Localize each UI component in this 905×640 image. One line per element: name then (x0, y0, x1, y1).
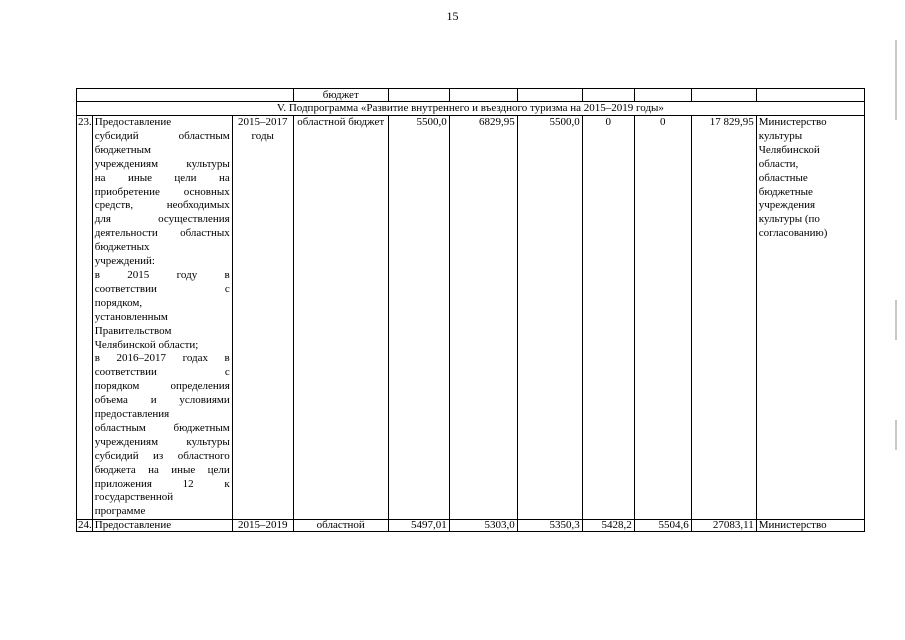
description-line: для осуществления (94, 213, 230, 226)
description-line: учреждениям культуры (94, 157, 230, 170)
continuation-source-cell: бюджет (293, 89, 388, 102)
executor-line: областные (758, 171, 808, 184)
continuation-row (77, 89, 865, 102)
row-period: 2015–2019 (232, 520, 293, 532)
row-source: областной (293, 520, 388, 532)
page-number: 15 (446, 9, 459, 23)
description-line: установленным (94, 310, 168, 323)
continuation-cell (756, 89, 864, 102)
executor-line: согласованию) (758, 227, 828, 240)
description-line: государственной (94, 491, 174, 504)
description-line: в 2016–2017 годах в (94, 352, 230, 365)
description-line: областным бюджетным (94, 421, 230, 434)
executor-line: культуры (по (758, 213, 820, 226)
scan-margin-mark (895, 420, 897, 450)
subprogram-title: V. Подпрограмма «Развитие внутреннего и въездного туризма на 2015–2019 годы» (77, 102, 865, 116)
description-line: деятельности областных (94, 227, 230, 240)
description-line: объема и условиями (94, 394, 230, 407)
description-line: приобретение основных (94, 185, 230, 198)
description-line: соответствии с (94, 366, 230, 379)
row-value-2017: 5500,0 (517, 116, 582, 520)
budget-table (76, 88, 865, 532)
row-value-2018: 0 (582, 116, 634, 520)
row-index: 23. (77, 116, 93, 520)
continuation-cell (691, 89, 756, 102)
row-value-2016: 5303,0 (449, 520, 517, 532)
executor-line: культуры (758, 129, 803, 142)
row-value-2017: 5350,3 (517, 520, 582, 532)
row-value-2018: 5428,2 (582, 520, 634, 532)
description-line: субсидий из областного (94, 449, 230, 462)
table-row-23 (77, 116, 865, 520)
row-total: 27083,11 (691, 520, 756, 532)
continuation-cell (517, 89, 582, 102)
scan-margin-mark (895, 300, 897, 340)
row-value-2019: 5504,6 (634, 520, 691, 532)
description-line: учреждений: (94, 255, 155, 268)
description-line: учреждениям культуры (94, 435, 230, 448)
row-value-2016: 6829,95 (449, 116, 517, 520)
continuation-cell (582, 89, 634, 102)
row-total: 17 829,95 (691, 116, 756, 520)
row-value-2019: 0 (634, 116, 691, 520)
description-line: средств, необходимых (94, 199, 230, 212)
executor-line: бюджетные (758, 185, 813, 198)
description-line: Предоставление (94, 116, 172, 128)
description-line: бюджетных (94, 241, 150, 254)
continuation-blank-cell (77, 89, 294, 102)
row-description (92, 116, 232, 520)
subprogram-row (77, 102, 865, 116)
description-line: порядком определения (94, 380, 230, 393)
description-line: Правительством (94, 324, 172, 337)
executor-line: области, (758, 157, 799, 170)
description-line: порядком, (94, 296, 143, 309)
description-line: в 2015 году в (94, 268, 230, 281)
table-row-24 (77, 520, 865, 532)
row-source: областной бюджет (293, 116, 388, 520)
continuation-cell (388, 89, 449, 102)
description-line: соответствии с (94, 282, 230, 295)
row-index: 24. (78, 519, 92, 532)
description-line: предоставления (94, 408, 170, 421)
executor-line: Министерство (758, 116, 827, 128)
row-period: 2015–2017 годы (232, 116, 293, 520)
row-executor: Министерство (756, 520, 864, 532)
row-value-2015: 5497,01 (388, 520, 449, 532)
executor-line: Челябинской (758, 143, 820, 156)
continuation-cell (449, 89, 517, 102)
row-executor (756, 116, 864, 520)
row-value-2015: 5500,0 (388, 116, 449, 520)
description-line: Челябинской области; (94, 338, 199, 351)
executor-line: учреждения (758, 199, 816, 212)
description-line: субсидий областным (94, 129, 230, 142)
description-line: бюджетным (94, 143, 151, 156)
scan-margin-mark (895, 40, 897, 120)
continuation-cell (634, 89, 691, 102)
row-description: Предоставление (92, 520, 232, 532)
description-line: бюджета на иные цели (94, 463, 230, 476)
description-line: приложения 12 к (94, 477, 230, 490)
description-line: на иные цели на (94, 171, 230, 184)
description-line: программе (94, 505, 146, 518)
